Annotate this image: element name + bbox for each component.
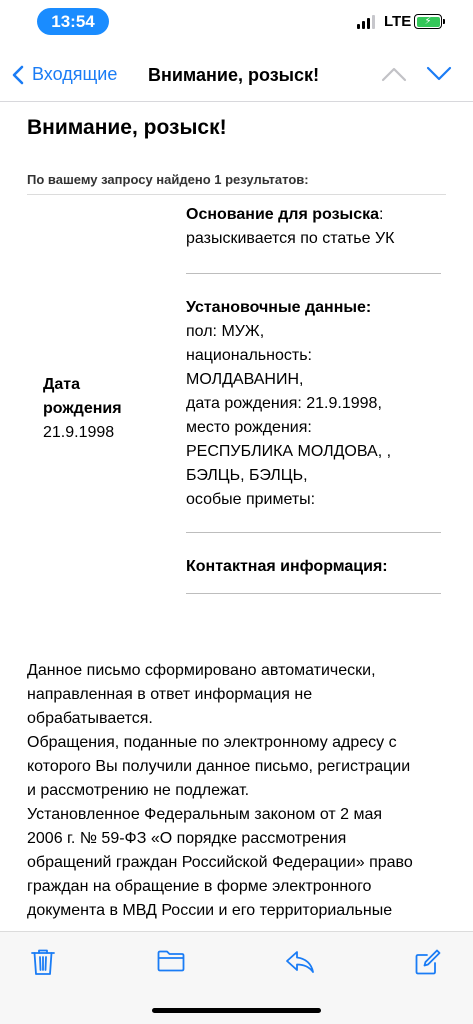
folder-icon[interactable] bbox=[157, 950, 185, 972]
home-indicator[interactable] bbox=[152, 1008, 321, 1013]
cellular-signal-icon bbox=[357, 15, 375, 29]
footer-line: обрабатывается. bbox=[27, 710, 153, 727]
footer-line: Установленное Федеральным законом от 2 мая bbox=[27, 806, 383, 823]
nav-title: Внимание, розыск! bbox=[148, 65, 320, 85]
data-line: национальность: bbox=[186, 347, 312, 364]
footer-line: Обращения, поданные по электронному адресу с bbox=[27, 734, 397, 751]
message-title: Внимание, розыск! bbox=[27, 116, 227, 139]
chevron-down-icon[interactable] bbox=[426, 66, 452, 82]
data-line: место рождения: bbox=[186, 419, 312, 436]
footer-line: которого Вы получили данное письмо, регистрации bbox=[27, 758, 411, 775]
section-divider bbox=[186, 532, 441, 533]
battery-tip bbox=[443, 19, 445, 24]
data-heading: Установочные данные: bbox=[186, 299, 372, 316]
details-column bbox=[186, 203, 441, 594]
results-divider bbox=[27, 194, 446, 195]
data-line: особые приметы: bbox=[186, 491, 316, 508]
data-line: МОЛДАВАНИН, bbox=[186, 371, 304, 388]
back-label: Входящие bbox=[32, 64, 118, 84]
data-line: РЕСПУБЛИКА МОЛДОВА, , bbox=[186, 443, 392, 460]
footer-line: документа в МВД России и его территориальные bbox=[27, 902, 393, 919]
dob-label-line1: Дата bbox=[43, 376, 81, 393]
message-body[interactable] bbox=[0, 103, 473, 931]
network-type: LTE bbox=[384, 13, 412, 30]
status-bar bbox=[0, 0, 473, 46]
dob-label-line2: рождения bbox=[43, 400, 122, 417]
data-line: БЭЛЦЬ, БЭЛЦЬ, bbox=[186, 467, 308, 484]
dob-block bbox=[43, 373, 122, 445]
contact-heading: Контактная информация: bbox=[186, 558, 388, 575]
trash-icon[interactable] bbox=[31, 948, 55, 976]
reply-icon[interactable] bbox=[285, 950, 315, 974]
chevron-left-icon bbox=[12, 65, 24, 85]
data-line: дата рождения: 21.9.1998, bbox=[186, 395, 382, 412]
nav-bar bbox=[0, 46, 473, 102]
section-divider bbox=[186, 593, 441, 594]
section-divider bbox=[186, 273, 441, 274]
basis-heading-line bbox=[186, 203, 441, 227]
back-button[interactable] bbox=[12, 64, 117, 85]
dob-value: 21.9.1998 bbox=[43, 424, 115, 441]
status-time[interactable]: 13:54 bbox=[37, 8, 109, 35]
chevron-up-icon[interactable] bbox=[381, 66, 407, 82]
footer-line: и рассмотрению не подлежат. bbox=[27, 782, 250, 799]
footer-line: Данное письмо сформировано автоматически, bbox=[27, 662, 376, 679]
footer-line: обращений граждан Российской Федерации» право bbox=[27, 854, 413, 871]
footer-disclaimer bbox=[27, 659, 457, 923]
basis-heading: Основание для розыска bbox=[186, 206, 380, 223]
footer-line: 2006 г. № 59-ФЗ «О порядке рассмотрения bbox=[27, 830, 347, 847]
battery-charging-icon: ⚡ bbox=[414, 14, 442, 29]
basis-colon: : bbox=[379, 206, 384, 223]
footer-line: направленная в ответ информация не bbox=[27, 686, 313, 703]
data-line: пол: МУЖ, bbox=[186, 323, 265, 340]
results-count: По вашему запросу найдено 1 результатов: bbox=[27, 172, 309, 187]
footer-line: граждан на обращение в форме электронного bbox=[27, 878, 372, 895]
basis-value: разыскивается по статье УК bbox=[186, 230, 395, 247]
compose-icon[interactable] bbox=[415, 949, 441, 975]
